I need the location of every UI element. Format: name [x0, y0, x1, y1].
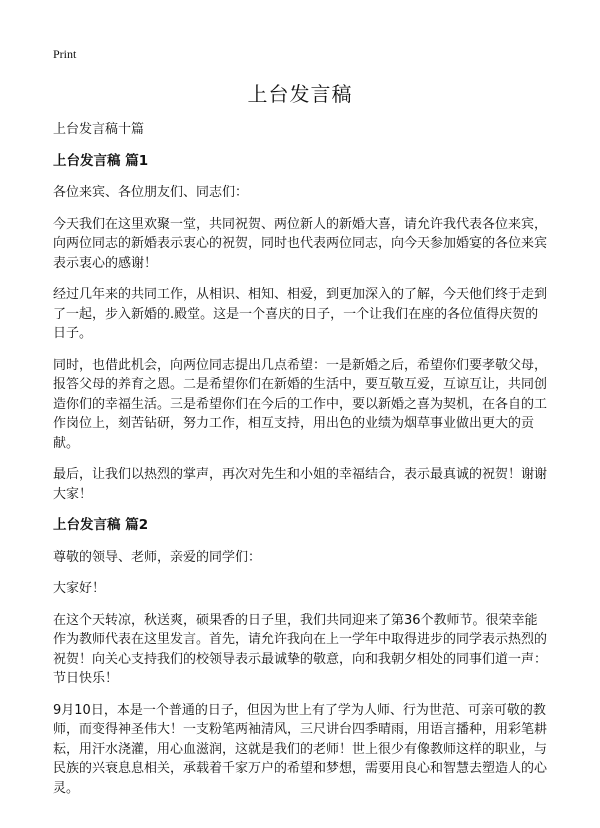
- paragraph: 同时，也借此机会，向两位同志提出几点希望：一是新婚之后，希望你们要孝敬父母，报答父母的养育之恩。二是希望你们在新婚的生活中，要互敬互爱，互谅互让，共同创造你们的幸福生活。三是希望你们在今后的工作中，要以新婚之喜为契机，在各自的工作岗位上，刻苦钻研，努力工作，相互支持，用出色的业绩为烟草事业做出更大的贡献。: [53, 357, 548, 451]
- paragraph: 9月10日，本是一个普通的日子，但因为世上有了学为人师、行为世范、可亲可敬的教师，而变得神圣伟大！一支粉笔两袖清风，三尺讲台四季晴雨，用语言播种，用彩笔耕耘，用汗水浇灌，用心血滋润，这就是我们的老师！世上很少有像教师这样的职业，与民族的兴衰息息相关，承载着千家万户的希望和梦想，需要用良心和智慧去塑造人的心灵。: [53, 702, 548, 796]
- section-heading: 上台发言稿 篇1: [53, 152, 149, 169]
- paragraph: 尊敬的领导、老师，亲爱的同学们：: [53, 549, 262, 565]
- document-body: [53, 120, 547, 810]
- section-heading: 上台发言稿 篇2: [53, 517, 149, 533]
- paragraph: 今天我们在这里欢聚一堂，共同祝贺、两位新人的新婚大喜，请允许我代表各位来宾，向两位同志的新婚表示衷心的祝贺，同时也代表两位同志，向今天参加婚宴的各位来宾表示衷心的感谢！: [53, 216, 548, 271]
- paragraph: 在这个天转凉，秋送爽，硕果香的日子里，我们共同迎来了第36个教师节。很荣幸能作为教师代表在这里发言。首先，请允许我向在上一学年中取得进步的同学表示热烈的祝贺！向关心支持我们的校领导表示最诚挚的敬意，向和我朝夕相处的同事们道一声：节日快乐！: [53, 612, 548, 686]
- section-2: [53, 516, 547, 798]
- paragraph: 大家好！: [53, 581, 106, 596]
- page-title: 上台发言稿: [247, 82, 353, 106]
- print-label: Print: [53, 47, 77, 61]
- paragraph: 最后，让我们以热烈的掌声，再次对先生和小姐的幸福结合，表示最真诚的祝贺！谢谢大家！: [53, 467, 548, 502]
- document-subtitle: 上台发言稿十篇: [53, 122, 145, 137]
- paragraph: 各位来宾、各位朋友们、同志们：: [53, 185, 249, 200]
- section-1: [53, 152, 547, 505]
- paragraph: 经过几年来的共同工作，从相识、相知、相爱，到更加深入的了解，今天他们终于走到了一起，步入新婚的.殿堂。这是一个喜庆的日子，一个让我们在座的各位值得庆贺的日子。: [53, 287, 548, 341]
